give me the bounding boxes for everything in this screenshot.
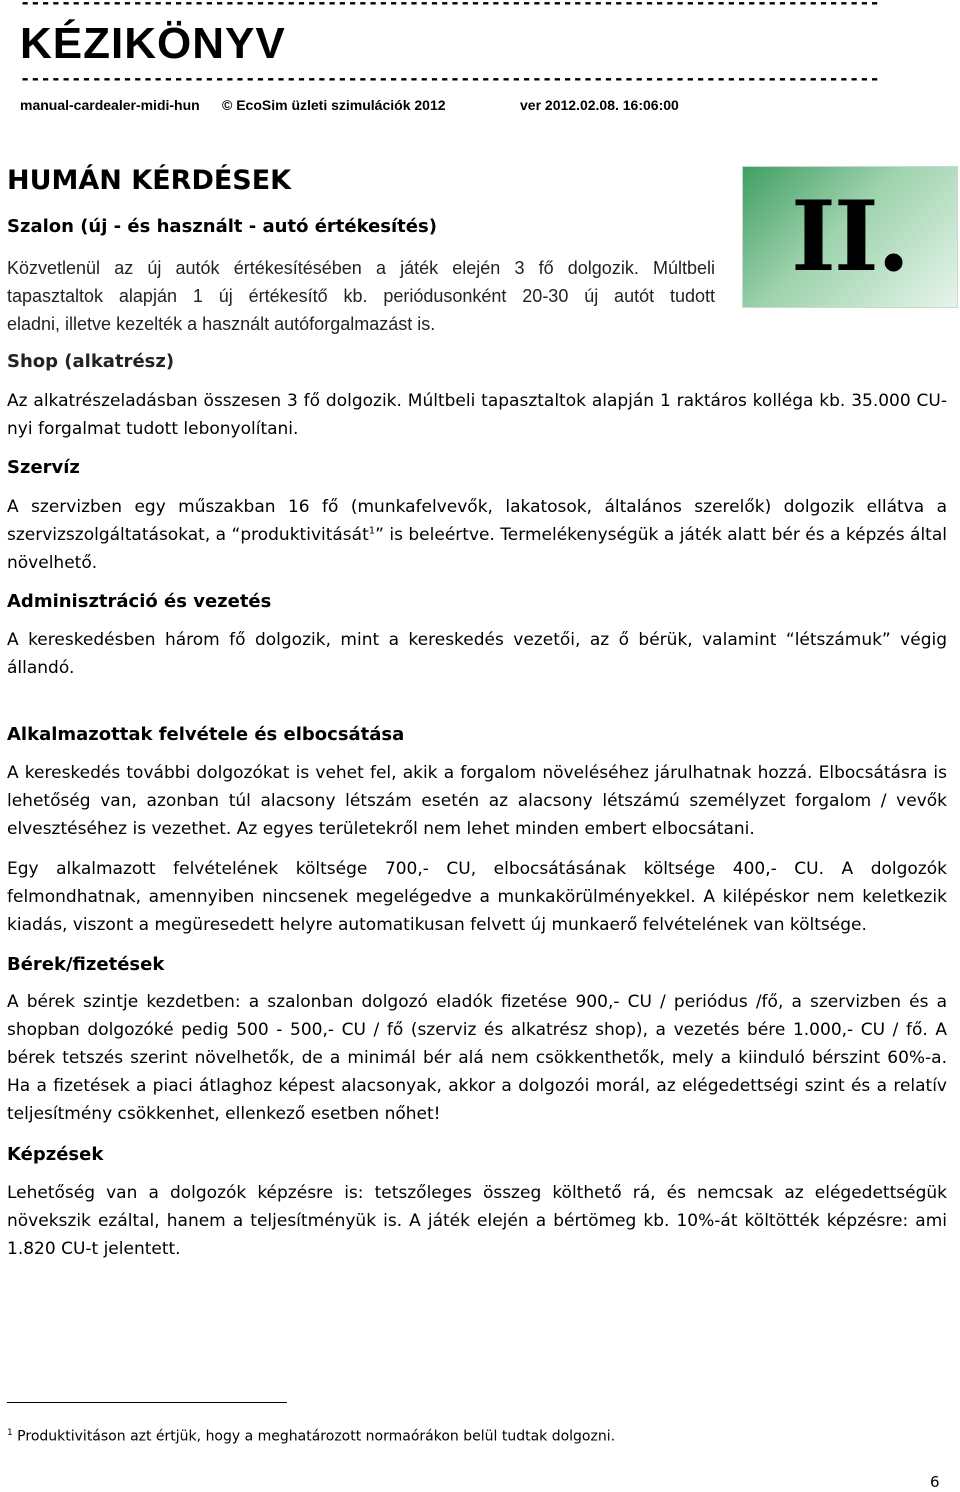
text-line: Lehetőség van a dolgozók képzésre is: tetszőleges összeg költhető rá, és nemcsak az elégedettségük [7,1183,947,1203]
text-line: A kereskedés további dolgozókat is vehet fel, akik a forgalom növeléséhez járulhatnak hozzá. Elbocsátásra is [7,763,947,783]
version-stamp: ver 2012.02.08. 16:06:00 [520,97,679,113]
chapter-logo [742,166,958,308]
szerviz-paragraph [7,493,947,577]
alkalmazottak-heading: Alkalmazottak felvétele és elbocsátása [7,724,405,745]
text-line: Közvetlenül az új autók értékesítésében a játék elején 3 fő dolgozik. Múltbeli [7,258,715,278]
footnote-marker: 1 [7,1428,13,1438]
text-line: növelhető. [7,553,98,573]
text-line: shopban dolgozóké pedig 500 - 500,- CU / fő (szerviz és alkatrész shop), a vezetés bére 1.000,- CU / fő. A [7,1020,947,1040]
document-id: manual-cardealer-midi-hun [20,97,200,113]
text-line: állandó. [7,658,75,678]
footnote [7,1424,615,1446]
kepzesek-heading: Képzések [7,1144,104,1165]
text-line: felmondhatnak, amennyiben nincsenek megelégedve a munkakörülményekkel. A kilépéskor nem keletkezik [7,887,947,907]
chapter-number: II. [791,180,909,293]
kepzesek-paragraph [7,1179,947,1263]
text-line: tapasztaltok alapján 1 új értékesítő kb. periódusonként 20-30 új autót tudott [7,286,715,306]
admin-heading: Adminisztráció és vezetés [7,591,272,612]
footnote-ref: 1 [368,525,376,537]
text-fragment: ” is beleértve. Termelékenységük a játék alatt bér és a képzés által [375,525,947,545]
admin-paragraph [7,626,947,682]
header-top-rule: ------------------------------------------------------------------------------------ [20,0,880,13]
text-line: A szervizben egy műszakban 16 fő (munkafelvevők, lakatosok, általános szerelők) dolgozik ellátva a [7,497,947,517]
section-heading: HUMÁN KÉRDÉSEK [7,165,292,196]
text-fragment: szervizszolgáltatásokat, a “produktivitását [7,525,369,545]
copyright-notice: © EcoSim üzleti szimulációk 2012 [222,97,446,113]
szerviz-heading: Szervíz [7,457,80,478]
alkalmazottak-paragraph-2 [7,855,947,939]
szalon-heading: Szalon (új - és használt - autó értékesítés) [7,216,437,237]
shop-paragraph [7,387,947,443]
text-line [7,521,947,549]
text-line: A kereskedésben három fő dolgozik, mint a kereskedés vezetői, az ő bérük, valamint “létszámuk” végig [7,630,947,650]
text-line: nyi forgalmat tudott lebonyolítani. [7,419,299,439]
text-line: Egy alkalmazott felvételének költsége 700,- CU, elbocsátásának költsége 400,- CU. A dolgozók [7,859,947,879]
document-title: KÉZIKÖNYV [20,19,286,68]
berek-paragraph [7,988,947,1128]
text-line: elvesztéséhez is vezethet. Az egyes területekről nem lehet minden embert elbocsátani. [7,819,755,839]
text-line: teljesítmény csökkenhet, ellenkező esetben nőhet! [7,1104,441,1124]
footnote-text: Produktivitáson azt értjük, hogy a meghatározott normaórákon belül tudtak dolgozni. [12,1428,616,1445]
text-line: kiadás, viszont a megüresedett helyre automatikusan felvett új munkaerő felvételének van költsége. [7,915,867,935]
header-bottom-rule: ------------------------------------------------------------------------------------ [20,69,880,89]
text-line: bérek tetszés szerint növelhetők, de a minimál bér alá nem csökkenthetők, mely a kiinduló bérszint 60%-a. [7,1048,947,1068]
szalon-paragraph [7,254,715,338]
shop-heading: Shop (alkatrész) [7,351,175,372]
berek-heading: Bérek/fizetések [7,954,165,975]
text-line: eladni, illetve kezelték a használt autóforgalmazást is. [7,314,436,334]
alkalmazottak-paragraph-1 [7,759,947,843]
text-line: Az alkatrészeladásban összesen 3 fő dolgozik. Múltbeli tapasztaltok alapján 1 raktáros kolléga kb. 35.000 CU- [7,391,947,411]
text-line: 1.820 CU-t jelentett. [7,1239,181,1259]
footnote-separator [7,1402,287,1403]
text-line: lehetőség van, azonban túl alacsony létszám esetén az alacsony létszámú személyzet forgalom / vevők [7,791,947,811]
text-line: Ha a fizetések a piaci átlaghoz képest alacsonyak, akkor a dolgozói morál, az elégedettségi szint és a relatív [7,1076,947,1096]
text-line: A bérek szintje kezdetben: a szalonban dolgozó eladók fizetése 900,- CU / periódus /fő, a szervizben és a [7,992,947,1012]
text-line: növekszik ezáltal, hanem a teljesítményük is. A játék elején a bértömeg kb. 10%-át költötték képzésre: ami [7,1211,947,1231]
page-number: 6 [930,1473,940,1491]
